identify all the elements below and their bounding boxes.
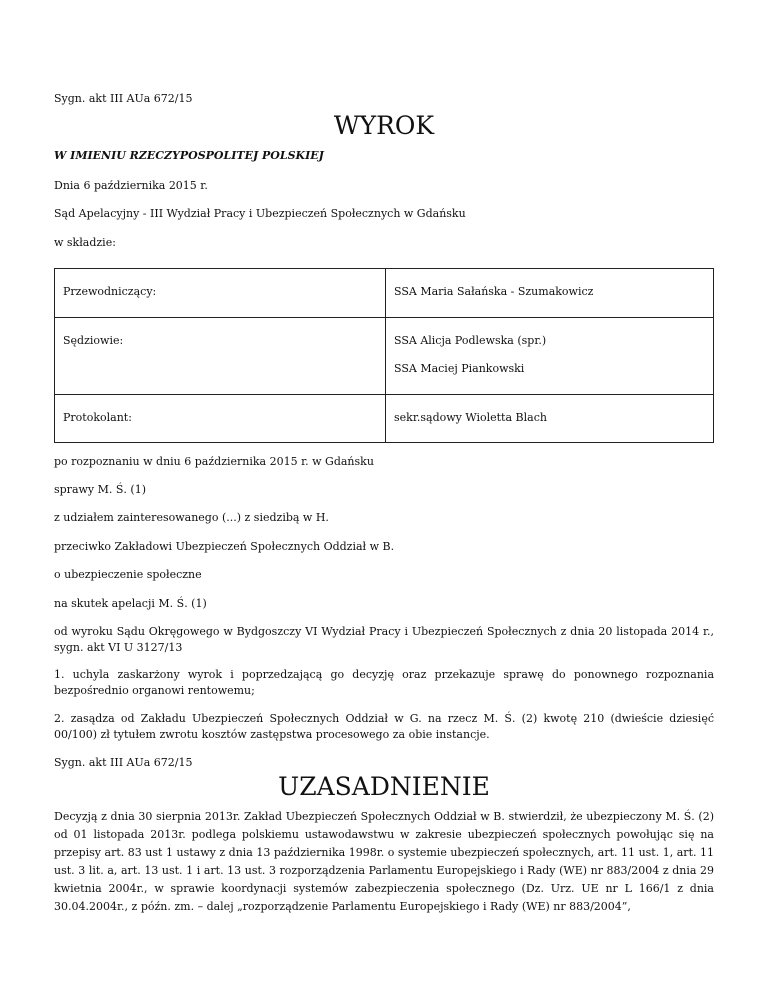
judge-name-1: SSA Alicja Podlewska (spr.): [394, 334, 547, 347]
case-party: sprawy M. Ś. (1): [54, 483, 146, 496]
composition-label: w składzie:: [54, 236, 116, 249]
presiding-name-cell: [386, 269, 714, 318]
justification-paragraph: Decyzją z dnia 30 sierpnia 2013r. Zakład Ubezpieczeń Społecznych Oddział w B. stwierdził, że ubezpieczony M. Ś. (2) od 01 listopada 2013r. podlega polskiemu ustawodawstwu w zakresie ubezpieczeń społecznych powołując się na przepisy art. 83 ust 1 ustawy z dnia 13 października 1998r. o systemie ubezpieczeń społecznych, art. 11 ust. 1, art. 11 ust. 3 lit. a, art. 13 ust. 1 i art. 13 ust. 3 rozporządzenia Parlamentu Europejskiego i Rady (WE) nr 883/2004 z dnia 29 kwietnia 2004r., w sprawie koordynacji systemów zabezpieczenia społecznego (Dz. Urz. UE nr L 166/1 z dnia 30.04.2004r., z późn. zm. – dalej „rozporządzenie Parlamentu Europejskiego i Rady (WE) nr 883/2004”,: [54, 810, 714, 913]
table-row-judges: [55, 318, 714, 395]
defendant: przeciwko Zakładowi Ubezpieczeń Społecznych Oddział w B.: [54, 540, 395, 553]
composition-table: [54, 268, 714, 443]
judges-names-cell: [386, 318, 714, 395]
ruling-2: 2. zasądza od Zakładu Ubezpieczeń Społecznych Oddział w G. na rzecz M. Ś. (2) kwotę 210 (dwieście dziesięć 00/100) zł tytułem zwrotu kosztów zastępstwa procesowego za obie instancje.: [54, 712, 714, 741]
ruling-1: 1. uchyla zaskarżony wyrok i poprzedzającą go decyzję oraz przekazuje sprawę do ponownego rozpoznania bezpośrednio organowi rentowemu;: [54, 668, 714, 697]
case-reference: Sygn. akt III AUa 672/15: [54, 92, 193, 105]
presiding-label: Przewodniczący:: [63, 285, 157, 298]
presiding-label-cell: [55, 269, 386, 318]
justification-title: UZASADNIENIE: [278, 772, 490, 801]
judgment-date: Dnia 6 października 2015 r.: [54, 179, 208, 192]
court-name: Sąd Apelacyjny - III Wydział Pracy i Ubezpieczeń Społecznych w Gdańsku: [54, 207, 466, 220]
clerk-name-cell: [386, 395, 714, 443]
table-row-clerk: [55, 395, 714, 443]
judgment-title: WYROK: [333, 111, 435, 140]
clerk-label-cell: [55, 395, 386, 443]
clerk-label: Protokolant:: [63, 411, 132, 424]
presiding-name: SSA Maria Sałańska - Szumakowicz: [394, 285, 594, 298]
interested-party: z udziałem zainteresowanego (...) z siedzibą w H.: [54, 511, 329, 524]
case-subject: o ubezpieczenie społeczne: [54, 568, 202, 581]
table-row-presiding: [55, 269, 714, 318]
clerk-name: sekr.sądowy Wioletta Blach: [394, 411, 547, 424]
judges-label-cell: [55, 318, 386, 395]
appeal-info: na skutek apelacji M. Ś. (1): [54, 597, 207, 610]
hearing-info: po rozpoznaniu w dniu 6 października 2015 r. w Gdańsku: [54, 455, 374, 468]
judges-label: Sędziowie:: [63, 334, 124, 347]
appealed-judgment: od wyroku Sądu Okręgowego w Bydgoszczy VI Wydział Pracy i Ubezpieczeń Społecznych z dnia 20 listopada 2014 r., sygn. akt VI U 3127/13: [54, 625, 714, 654]
judge-name-2: SSA Maciej Piankowski: [394, 362, 525, 375]
case-reference-2: Sygn. akt III AUa 672/15: [54, 756, 193, 769]
invocation: W IMIENIU RZECZYPOSPOLITEJ POLSKIEJ: [54, 149, 324, 162]
